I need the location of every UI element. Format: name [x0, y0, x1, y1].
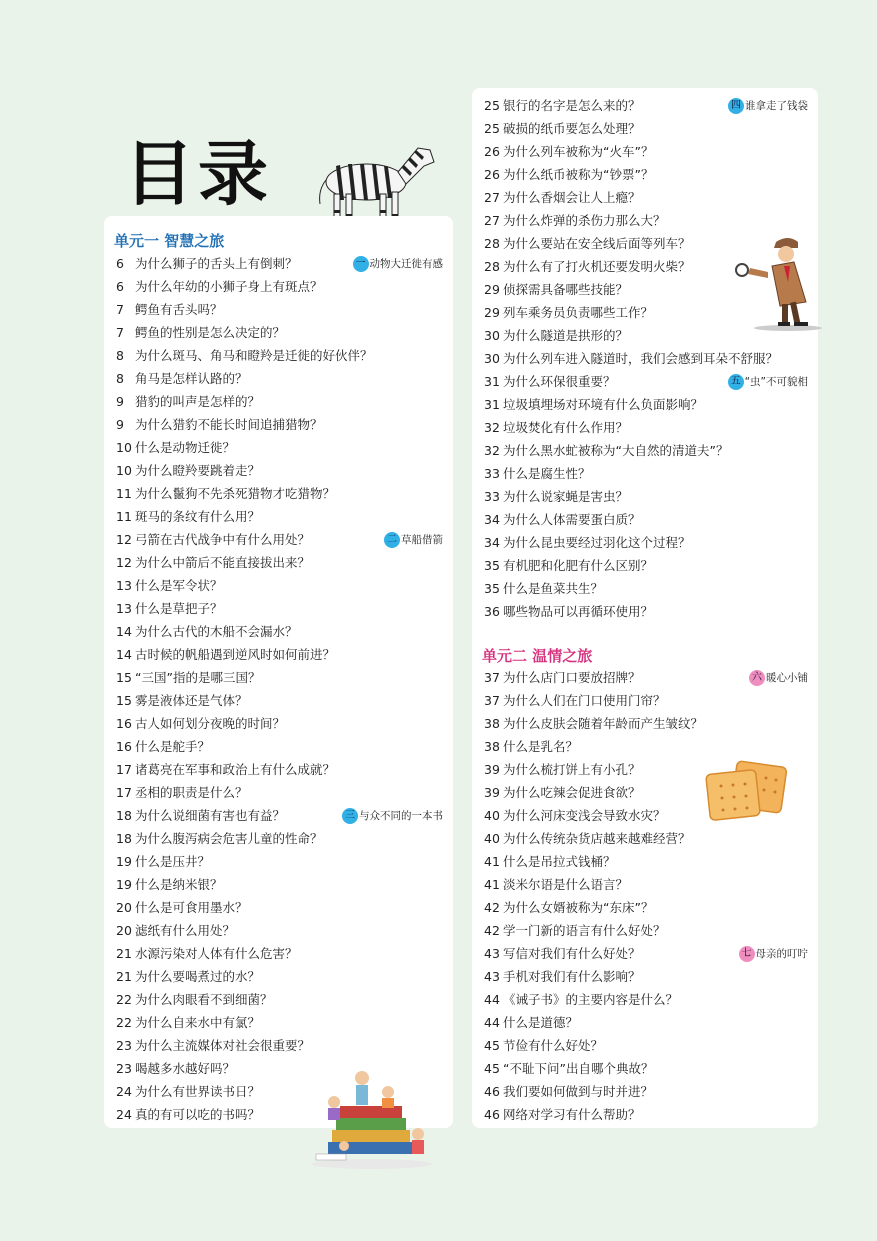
page-number: 39: [484, 762, 500, 777]
entry-title: 诸葛亮在军事和政治上有什么成就？: [135, 762, 336, 777]
entry-title: 为什么人们在门口使用门帘？: [503, 693, 666, 708]
toc-entry[interactable]: [116, 299, 445, 321]
entry-title: 为什么肉眼看不到细菌？: [135, 992, 273, 1007]
page-number: 11: [116, 509, 132, 524]
entry-title: 弓箭在古代战争中有什么用处？: [135, 532, 311, 547]
toc-entry[interactable]: [116, 736, 445, 758]
entry-title: 为什么皮肤会随着年龄而产生皱纹？: [503, 716, 704, 731]
toc-entry[interactable]: [484, 897, 810, 919]
lesson-name: 母亲的叮咛: [755, 948, 808, 960]
page-number: 23: [116, 1061, 132, 1076]
toc-entry[interactable]: [116, 667, 445, 689]
entry-title: 猎豹的叫声是怎样的？: [135, 394, 261, 409]
entry-title: 为什么主流媒体对社会很重要？: [135, 1038, 311, 1053]
page-number: 45: [484, 1038, 500, 1053]
toc-entry[interactable]: [484, 851, 810, 873]
page-number: 28: [484, 259, 500, 274]
toc-entry[interactable]: [484, 1104, 810, 1126]
toc-entry[interactable]: [116, 690, 445, 712]
toc-entry[interactable]: [484, 966, 810, 988]
page-number: 29: [484, 305, 500, 320]
entry-title: 为什么自来水中有氯？: [135, 1015, 261, 1030]
entry-title: 真的有可以吃的书吗？: [135, 1107, 261, 1122]
page-number: 37: [484, 670, 500, 685]
entry-title: 为什么腹泻病会危害儿童的性命？: [135, 831, 323, 846]
entry-title: 为什么炸弹的杀伤力那么大？: [503, 213, 666, 228]
page-number: 14: [116, 647, 132, 662]
lesson-tag: [728, 374, 808, 390]
entry-title: 什么是军令状？: [135, 578, 223, 593]
toc-entry[interactable]: [116, 966, 445, 988]
entry-title: 为什么斑马、角马和瞪羚是迁徙的好伙伴？: [135, 348, 373, 363]
entry-title: 为什么黑水虻被称为“大自然的清道夫”？: [503, 443, 729, 458]
page-number: 22: [116, 1015, 132, 1030]
page-number: 6: [116, 279, 124, 294]
entry-title: 为什么列车被称为“火车”？: [503, 144, 654, 159]
entry-title: 什么是鱼菜共生？: [503, 581, 604, 596]
page-number: 33: [484, 466, 500, 481]
page-number: 13: [116, 601, 132, 616]
children-reading-illustration: [306, 1066, 438, 1170]
page-number: 36: [484, 604, 500, 619]
toc-entry[interactable]: [116, 805, 445, 827]
entry-title: 为什么传统杂货店越来越难经营？: [503, 831, 691, 846]
entry-title: 为什么店门口要放招牌？: [503, 670, 641, 685]
toc-entry[interactable]: [484, 486, 810, 508]
entry-title: 什么是纳米银？: [135, 877, 223, 892]
entry-title: 为什么有了打火机还要发明火柴？: [503, 259, 691, 274]
page-number: 40: [484, 808, 500, 823]
page-number: 24: [116, 1084, 132, 1099]
entry-title: 为什么年幼的小狮子身上有斑点？: [135, 279, 323, 294]
page-number: 30: [484, 328, 500, 343]
toc-entry[interactable]: [484, 1058, 810, 1080]
lesson-name: “虫”不可貌相: [744, 376, 808, 388]
entry-title: 写信对我们有什么好处？: [503, 946, 641, 961]
entry-title: 什么是腐生性？: [503, 466, 591, 481]
toc-entry[interactable]: [116, 276, 445, 298]
page-number: 9: [116, 394, 124, 409]
page-number: 21: [116, 946, 132, 961]
page-number: 13: [116, 578, 132, 593]
page-number: 8: [116, 371, 124, 386]
toc-entry[interactable]: [116, 414, 445, 436]
entry-title: 为什么要站在安全线后面等列车？: [503, 236, 691, 251]
entry-title: 什么是动物迁徙？: [135, 440, 236, 455]
entry-title: 为什么有世界读书日？: [135, 1084, 261, 1099]
page-number: 23: [116, 1038, 132, 1053]
entry-title: 什么是草把子？: [135, 601, 223, 616]
page-number: 34: [484, 535, 500, 550]
entry-title: 斑马的条纹有什么用？: [135, 509, 261, 524]
toc-entry[interactable]: [484, 578, 810, 600]
page-number: 42: [484, 900, 500, 915]
toc-entry[interactable]: [116, 529, 445, 551]
toc-entry[interactable]: [116, 920, 445, 942]
toc-entry[interactable]: [116, 621, 445, 643]
entry-title: 淡米尔语是什么语言？: [503, 877, 629, 892]
toc-entry[interactable]: [116, 943, 445, 965]
page-number: 25: [484, 121, 500, 136]
entry-title: 什么是压井？: [135, 854, 211, 869]
page-number: 41: [484, 877, 500, 892]
page-number: 39: [484, 785, 500, 800]
toc-entry[interactable]: [484, 187, 810, 209]
entry-title: 为什么要喝煮过的水？: [135, 969, 261, 984]
toc-entry[interactable]: [484, 1081, 810, 1103]
entry-title: 角马是怎样认路的？: [135, 371, 248, 386]
page-number: 38: [484, 716, 500, 731]
page-number: 21: [116, 969, 132, 984]
page-title: 目录: [124, 133, 272, 215]
page-number: 16: [116, 739, 132, 754]
entry-title: 有机肥和化肥有什么区别？: [503, 558, 654, 573]
toc-entry[interactable]: [484, 509, 810, 531]
toc-entry[interactable]: [116, 851, 445, 873]
detective-illustration: [728, 232, 832, 332]
entry-title: 破损的纸币要怎么处理？: [503, 121, 641, 136]
page-number: 38: [484, 739, 500, 754]
entry-title: 网络对学习有什么帮助？: [503, 1107, 641, 1122]
page-number: 15: [116, 693, 132, 708]
toc-entry[interactable]: [116, 552, 445, 574]
page-number: 46: [484, 1084, 500, 1099]
toc-entry[interactable]: [484, 601, 810, 623]
page-number: 35: [484, 558, 500, 573]
toc-entry[interactable]: [116, 1035, 445, 1057]
entry-title: 哪些物品可以再循环使用？: [503, 604, 654, 619]
entry-title: 垃圾填埋场对环境有什么负面影响？: [503, 397, 704, 412]
page-number: 16: [116, 716, 132, 731]
page-number: 15: [116, 670, 132, 685]
toc-entry[interactable]: [116, 782, 445, 804]
toc-entry[interactable]: [484, 532, 810, 554]
entry-title: 手机对我们有什么影响？: [503, 969, 641, 984]
entry-title: 什么是可食用墨水？: [135, 900, 248, 915]
toc-entry[interactable]: [116, 368, 445, 390]
toc-entry[interactable]: [484, 874, 810, 896]
lesson-number-badge: 三: [342, 808, 358, 824]
toc-entry[interactable]: [116, 345, 445, 367]
entry-title: 为什么隧道是拱形的？: [503, 328, 629, 343]
lesson-number-badge: 六: [749, 670, 765, 686]
entry-title: 为什么列车进入隧道时，我们会感到耳朵不舒服？: [503, 351, 779, 366]
entry-title: 鳄鱼有舌头吗？: [135, 302, 223, 317]
entry-title: 为什么鬣狗不先杀死猎物才吃猎物？: [135, 486, 336, 501]
toc-entry[interactable]: [484, 440, 810, 462]
entry-title: 为什么昆虫要经过羽化这个过程？: [503, 535, 691, 550]
toc-entry[interactable]: [116, 322, 445, 344]
toc-entry[interactable]: [484, 920, 810, 942]
page-number: 29: [484, 282, 500, 297]
page-number: 10: [116, 463, 132, 478]
toc-entry[interactable]: [484, 1012, 810, 1034]
toc-entry[interactable]: [484, 555, 810, 577]
page-number: 25: [484, 98, 500, 113]
toc-entry[interactable]: [484, 394, 810, 416]
page-number: 28: [484, 236, 500, 251]
page-number: 7: [116, 325, 124, 340]
page-number: 20: [116, 900, 132, 915]
entry-title: 喝越多水越好吗？: [135, 1061, 236, 1076]
toc-entry[interactable]: [116, 506, 445, 528]
page-number: 18: [116, 808, 132, 823]
page-number: 12: [116, 555, 132, 570]
page-number: 34: [484, 512, 500, 527]
page-number: 44: [484, 992, 500, 1007]
page-number: 18: [116, 831, 132, 846]
page-number: 46: [484, 1107, 500, 1122]
lesson-number-badge: 二: [384, 532, 400, 548]
page-number: 19: [116, 877, 132, 892]
page-number: 31: [484, 374, 500, 389]
entry-title: 垃圾焚化有什么作用？: [503, 420, 629, 435]
page-number: 26: [484, 144, 500, 159]
page-number: 12: [116, 532, 132, 547]
page-number: 8: [116, 348, 124, 363]
toc-entry[interactable]: [116, 253, 445, 275]
page-number: 14: [116, 624, 132, 639]
page-number: 40: [484, 831, 500, 846]
entry-title: 什么是乳名？: [503, 739, 579, 754]
page-number: 11: [116, 486, 132, 501]
entry-title: 为什么狮子的舌头上有倒刺？: [135, 256, 298, 271]
entry-title: 为什么中箭后不能直接拔出来？: [135, 555, 311, 570]
toc-entry[interactable]: [116, 713, 445, 735]
lesson-tag: [749, 670, 808, 686]
page-number: 31: [484, 397, 500, 412]
entry-title: 什么是吊拉式钱桶？: [503, 854, 616, 869]
lesson-name: 草船借箭: [401, 534, 443, 546]
entry-title: 为什么人体需要蛋白质？: [503, 512, 641, 527]
page-number: 7: [116, 302, 124, 317]
entry-title: “不耻下问”出自哪个典故？: [503, 1061, 654, 1076]
toc-entry[interactable]: [116, 598, 445, 620]
page-number: 17: [116, 762, 132, 777]
toc-entry[interactable]: [116, 828, 445, 850]
toc-entry[interactable]: [116, 483, 445, 505]
toc-entry[interactable]: [484, 943, 810, 965]
toc-entry[interactable]: [116, 897, 445, 919]
entry-title: 丞相的职责是什么？: [135, 785, 248, 800]
toc-entry[interactable]: [484, 348, 810, 370]
page-number: 10: [116, 440, 132, 455]
toc-entry[interactable]: [116, 874, 445, 896]
page-number: 32: [484, 443, 500, 458]
entry-title: 水源污染对人体有什么危害？: [135, 946, 298, 961]
entry-title: 为什么环保很重要？: [503, 374, 616, 389]
entry-title: 为什么说家蝇是害虫？: [503, 489, 629, 504]
page-number: 32: [484, 420, 500, 435]
entry-title: 什么是舵手？: [135, 739, 211, 754]
toc-entry[interactable]: [116, 391, 445, 413]
page-number: 9: [116, 417, 124, 432]
page-number: 30: [484, 351, 500, 366]
lesson-tag: [384, 532, 443, 548]
page-number: 43: [484, 946, 500, 961]
toc-entry[interactable]: [484, 141, 810, 163]
toc-entry[interactable]: [484, 667, 810, 689]
lesson-number-badge: 一: [353, 256, 369, 272]
entry-title: 为什么香烟会让人上瘾？: [503, 190, 641, 205]
entry-title: 什么是道德？: [503, 1015, 579, 1030]
page-number: 26: [484, 167, 500, 182]
entry-title: 我们要如何做到与时并进？: [503, 1084, 654, 1099]
entry-title: 为什么猎豹不能长时间追捕猎物？: [135, 417, 323, 432]
entry-title: 节俭有什么好处？: [503, 1038, 604, 1053]
toc-entry[interactable]: [484, 371, 810, 393]
unit2-title: 单元二 温情之旅: [482, 647, 593, 665]
toc-entry[interactable]: [484, 989, 810, 1011]
lesson-name: 动物大迁徙有感: [369, 258, 443, 270]
entry-title: 为什么河床变浅会导致水灾？: [503, 808, 666, 823]
page-number: 37: [484, 693, 500, 708]
entry-title: 为什么女婿被称为“东床”？: [503, 900, 654, 915]
toc-entry[interactable]: [484, 736, 810, 758]
entry-title: 学一门新的语言有什么好处？: [503, 923, 666, 938]
toc-entry[interactable]: [116, 989, 445, 1011]
entry-title: 《诫子书》的主要内容是什么？: [503, 992, 679, 1007]
lesson-number-badge: 四: [728, 98, 744, 114]
unit1-card: [104, 216, 453, 1128]
lesson-name: 谁拿走了钱袋: [745, 100, 808, 112]
page-number: 35: [484, 581, 500, 596]
toc-entry[interactable]: [116, 437, 445, 459]
toc-entry[interactable]: [484, 118, 810, 140]
toc-entry[interactable]: [484, 828, 810, 850]
entry-title: 古人如何划分夜晚的时间？: [135, 716, 286, 731]
toc-entry[interactable]: [484, 1035, 810, 1057]
toc-entry[interactable]: [484, 95, 810, 117]
entry-title: 银行的名字是怎么来的？: [503, 98, 641, 113]
toc-entry[interactable]: [116, 759, 445, 781]
page-number: 27: [484, 213, 500, 228]
toc-entry[interactable]: [484, 164, 810, 186]
toc-entry[interactable]: [484, 417, 810, 439]
toc-entry[interactable]: [484, 210, 810, 232]
toc-entry[interactable]: [116, 460, 445, 482]
lesson-tag: [342, 808, 443, 824]
entry-title: 滤纸有什么用处？: [135, 923, 236, 938]
lesson-number-badge: 七: [739, 946, 755, 962]
toc-entry[interactable]: [484, 463, 810, 485]
lesson-name: 暖心小铺: [766, 672, 808, 684]
page-number: 24: [116, 1107, 132, 1122]
lesson-number-badge: 五: [728, 374, 744, 390]
page-number: 42: [484, 923, 500, 938]
page-number: 6: [116, 256, 124, 271]
entry-title: 列车乘务员负责哪些工作？: [503, 305, 654, 320]
page-number: 43: [484, 969, 500, 984]
entry-title: 为什么吃辣会促进食欲？: [503, 785, 641, 800]
entry-title: “三国”指的是哪三国？: [135, 670, 261, 685]
toc-entry[interactable]: [116, 1012, 445, 1034]
lesson-tag: [353, 256, 444, 272]
entry-title: 古时候的帆船遇到逆风时如何前进？: [135, 647, 336, 662]
lesson-tag: [728, 98, 808, 114]
crackers-illustration: [704, 760, 788, 822]
entry-title: 侦探需具备哪些技能？: [503, 282, 629, 297]
lesson-name: 与众不同的一本书: [359, 810, 443, 822]
unit1-title: 单元一 智慧之旅: [114, 232, 225, 250]
entry-title: 雾是液体还是气体？: [135, 693, 248, 708]
entry-title: 鳄鱼的性别是怎么决定的？: [135, 325, 286, 340]
page-number: 41: [484, 854, 500, 869]
toc-entry[interactable]: [484, 690, 810, 712]
entry-title: 为什么古代的木船不会漏水？: [135, 624, 298, 639]
lesson-tag: [739, 946, 809, 962]
page-number: 19: [116, 854, 132, 869]
entry-title: 为什么说细菌有害也有益？: [135, 808, 286, 823]
page-number: 22: [116, 992, 132, 1007]
toc-entry[interactable]: [484, 713, 810, 735]
entry-title: 为什么瞪羚要跳着走？: [135, 463, 261, 478]
entry-title: 为什么纸币被称为“钞票”？: [503, 167, 654, 182]
entry-title: 为什么梳打饼上有小孔？: [503, 762, 641, 777]
page-number: 44: [484, 1015, 500, 1030]
page-number: 33: [484, 489, 500, 504]
page-number: 20: [116, 923, 132, 938]
toc-entry[interactable]: [116, 575, 445, 597]
page-number: 45: [484, 1061, 500, 1076]
page-number: 27: [484, 190, 500, 205]
page-number: 17: [116, 785, 132, 800]
toc-entry[interactable]: [116, 644, 445, 666]
